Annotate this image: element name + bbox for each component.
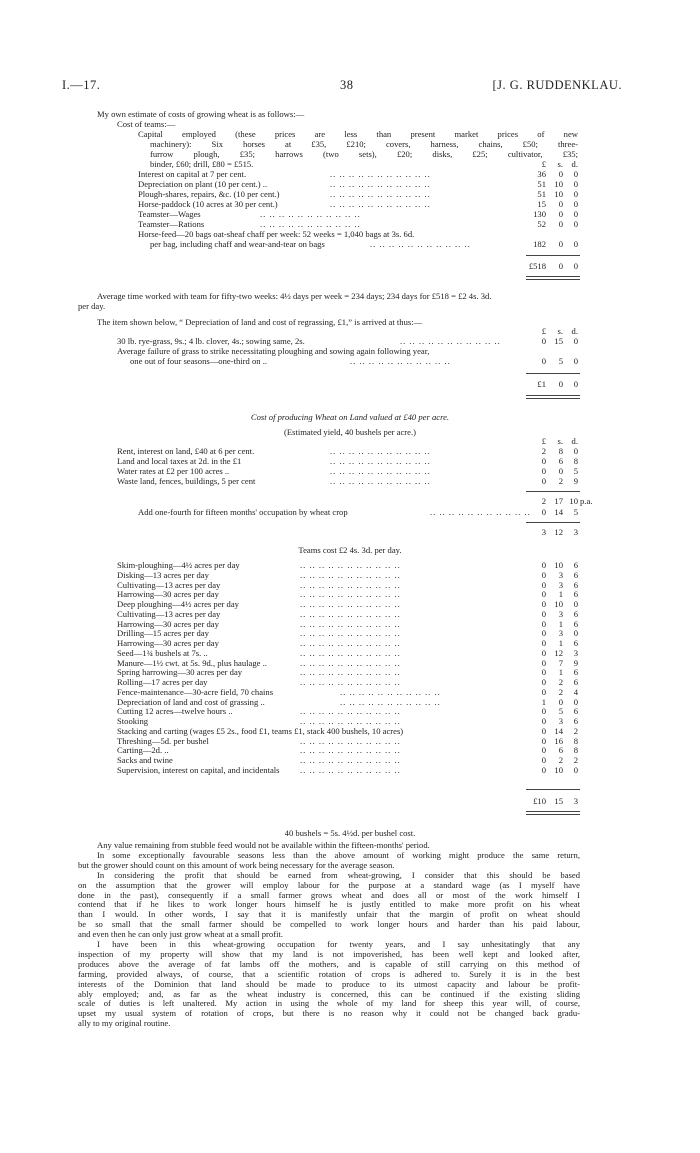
bushel-cost-line: 40 bushels = 5s. 4½d. per bushel cost.: [284, 828, 416, 838]
amount-shillings: 0: [558, 239, 563, 249]
amount-shillings: 0: [558, 466, 563, 476]
operation-label: Sacks and twine: [117, 755, 173, 765]
dot-leader: .. .. .. .. .. .. .. .. .. .. ..: [300, 745, 401, 756]
horse-feed-line: per bag, including chaff and wear-and-tear on bags: [150, 239, 325, 249]
amount-pence: 0: [573, 336, 578, 346]
total-rule: [526, 276, 580, 280]
operation-label: Threshing—5d. per bushel: [117, 735, 209, 746]
dot-leader: .. .. .. .. .. .. .. .. .. .. ..: [300, 764, 401, 775]
amount-pence: 0: [573, 239, 578, 249]
amount-shillings: s.: [557, 326, 563, 336]
teams-total: [0, 262, 700, 272]
amount-pounds: 2: [541, 496, 546, 506]
amount-pounds: 0: [541, 638, 546, 648]
dot-leader: .. .. .. .. .. .. .. .. .. .. ..: [330, 179, 431, 189]
regrass-label: one out of four seasons—one-third on ..: [130, 356, 267, 366]
amount-pence: 0: [573, 189, 578, 199]
operation-label: Deep ploughing—4½ acres per day: [117, 599, 239, 609]
amount-pence: 0: [573, 379, 578, 389]
operation-label: Stooking: [117, 716, 149, 726]
operation-label: Supervision, interest on capital, and incidentals: [117, 764, 280, 775]
amount-pounds: £518: [528, 261, 546, 271]
dot-leader: .. .. .. .. .. .. .. .. .. .. ..: [300, 608, 401, 619]
amount-shillings: 8: [558, 446, 563, 456]
dot-leader: .. .. .. .. .. .. .. .. .. .. ..: [300, 579, 401, 590]
avg-time-line: per day.: [78, 301, 106, 311]
dot-leader: .. .. .. .. .. .. .. .. .. .. ..: [300, 735, 401, 746]
dot-leader: .. .. .. .. .. .. .. .. .. .. ..: [350, 356, 451, 366]
amount-shillings: s.: [557, 436, 563, 446]
operation-label: Fence-maintenance—30-acre field, 70 chains: [117, 686, 274, 697]
amount-pence: 0: [573, 764, 578, 775]
dot-leader: .. .. .. .. .. .. .. .. .. .. ..: [300, 755, 401, 765]
amount-pounds: 0: [541, 579, 546, 590]
amount-shillings: 0: [558, 199, 563, 209]
amount-shillings: 0: [558, 261, 563, 271]
subheading-cost-of-teams: Cost of teams:—: [117, 119, 176, 129]
amount-pounds: 0: [541, 476, 546, 486]
amount-shillings: 6: [558, 745, 563, 756]
amount-pounds: 3: [541, 527, 546, 537]
amount-pence: 6: [573, 569, 578, 580]
amount-pounds: 1: [541, 696, 546, 707]
paragraph-line: interests of the Dominion that land should be made to produce to its utmost capacity and labour be profit-: [78, 978, 580, 989]
paragraph-line: In some exceptionally favourable seasons less than the above amount of working might produce the same return,: [97, 849, 580, 860]
dot-leader: .. .. .. .. .. .. .. .. .. .. ..: [300, 647, 401, 658]
land-item-label: Water rates at £2 per 100 acres ..: [117, 466, 230, 476]
amount-pounds: 0: [541, 764, 546, 775]
paragraph-line: ally to my original routine.: [78, 1018, 171, 1029]
operation-label: Harrowing—30 acres per day: [117, 638, 219, 648]
amount-shillings: 3: [558, 608, 563, 619]
section-title: Cost of producing Wheat on Land valued at £40 per acre.: [250, 412, 450, 422]
land-item-label: Waste land, fences, buildings, 5 per cent: [117, 476, 256, 486]
amount-pence: 0: [573, 169, 578, 179]
paragraph-line: scale of duties is left unaltered. My action in using the whole of my land for sheep this year will, of course,: [78, 998, 580, 1009]
dot-leader: .. .. .. .. .. .. .. .. .. .. ..: [400, 336, 501, 346]
dot-leader: .. .. .. .. .. .. .. .. .. .. ..: [330, 446, 431, 456]
amount-pence: 0: [573, 219, 578, 229]
paragraph-line: on the assumption that the grower will employ labour for the purpose at a standard wage (as I myself have: [78, 879, 580, 890]
dot-leader: .. .. .. .. .. .. .. .. .. .. ..: [330, 476, 431, 486]
amount-shillings: 10: [554, 599, 563, 609]
amount-shillings: 15: [554, 796, 563, 806]
amount-pounds: 0: [541, 716, 546, 726]
dot-leader: .. .. .. .. .. .. .. .. .. .. ..: [370, 239, 471, 249]
total-rule: [526, 789, 580, 790]
regrass-total: [0, 380, 700, 390]
amount-shillings: 12: [554, 647, 563, 658]
paragraph-line: ably employed; and, as far as the wheat industry is concerned, this can be continued if the existing sliding: [78, 988, 580, 999]
amount-pounds: 0: [541, 336, 546, 346]
operation-label: Cultivating—13 acres per day: [117, 608, 221, 619]
amount-pounds: 0: [541, 686, 546, 697]
operation-label: Cutting 12 acres—twelve hours ..: [117, 706, 233, 717]
amount-shillings: 6: [558, 456, 563, 466]
paragraph-line: but the grower should count on this amount of work being necessary for the average season.: [78, 859, 395, 870]
amount-shillings: 2: [558, 677, 563, 687]
line-item-label: Teamster—Wages: [138, 209, 201, 219]
dot-leader: .. .. .. .. .. .. .. .. .. .. ..: [300, 589, 401, 600]
amount-pounds: 2: [541, 446, 546, 456]
intro-line: My own estimate of costs of growing wheat is as follows:—: [97, 109, 305, 119]
amount-shillings: 12: [554, 527, 563, 537]
amount-pence: 2: [573, 725, 578, 736]
total-rule: [526, 522, 580, 523]
dot-leader: .. .. .. .. .. .. .. .. .. .. ..: [330, 456, 431, 466]
amount-shillings: 2: [558, 755, 563, 765]
amount-pence: 6: [573, 589, 578, 600]
dot-leader: .. .. .. .. .. .. .. .. .. .. ..: [300, 716, 401, 726]
amount-pence: 6: [573, 618, 578, 629]
dot-leader: .. .. .. .. .. .. .. .. .. .. ..: [260, 219, 361, 229]
amount-shillings: 0: [558, 379, 563, 389]
amount-pence: 3: [573, 527, 578, 537]
capital-line: binder, £60; drill, £80 = £515.: [150, 159, 254, 169]
operation-label: Seed—1¾ bushels at 7s. ..: [117, 647, 208, 658]
dot-leader: .. .. .. .. .. .. .. .. .. .. ..: [300, 560, 401, 570]
amount-shillings: 7: [558, 657, 563, 668]
amount-shillings: 1: [558, 618, 563, 629]
horse-feed-line: Horse-feed—20 bags oat-sheaf chaff per week: 52 weeks = 1,040 bags at 3s. 6d.: [138, 229, 415, 239]
amount-pence: 0: [573, 209, 578, 219]
operation-label: Harrowing—30 acres per day: [117, 618, 219, 629]
amount-pence: 3: [573, 796, 578, 806]
amount-shillings: 0: [558, 696, 563, 707]
amount-shillings: 10: [554, 189, 563, 199]
capital-line: Capital employed (these prices are less than present market prices of new: [138, 129, 578, 139]
line-item-label: Depreciation on plant (10 per cent.) ..: [138, 179, 268, 189]
amount-pence: 6: [573, 716, 578, 726]
amount-shillings: 1: [558, 638, 563, 648]
amount-pence: 5: [573, 507, 578, 517]
line-item-label: Horse-paddock (10 acres at 30 per cent.): [138, 199, 278, 209]
amount-pence: 0: [573, 179, 578, 189]
amount-shillings: 2: [558, 476, 563, 486]
paragraph-line: than I would. In other words, I say that it is manifestly unfair that the margin of profit on wheat should: [78, 909, 580, 920]
amount-pence: 9: [573, 657, 578, 668]
amount-shillings: 0: [558, 209, 563, 219]
operations-total: [0, 797, 700, 807]
amount-pence: 0: [573, 199, 578, 209]
amount-pounds: 0: [541, 618, 546, 629]
amount-pounds: £: [541, 326, 546, 336]
total-rule: [526, 255, 580, 256]
one-fourth-label: Add one-fourth for fifteen months' occupation by wheat crop: [138, 507, 348, 517]
amount-shillings: 1: [558, 667, 563, 678]
dot-leader: .. .. .. .. .. .. .. .. .. .. ..: [330, 189, 431, 199]
paragraph-line: be so small that the small farmer should be compelled to work longer hours and harder than his paid labour,: [78, 919, 580, 930]
dot-leader: .. .. .. .. .. .. .. .. .. .. ..: [300, 677, 401, 687]
dot-leader: .. .. .. .. .. .. .. .. .. .. ..: [330, 199, 431, 209]
amount-pounds: 0: [541, 466, 546, 476]
amount-pounds: 0: [541, 706, 546, 717]
amount-pence: 0: [573, 599, 578, 609]
amount-pence: 3: [573, 647, 578, 658]
amount-pence: 6: [573, 579, 578, 590]
operation-label: Skim-ploughing—4½ acres per day: [117, 560, 240, 570]
estimated-yield: (Estimated yield, 40 bushels per acre.): [284, 427, 416, 437]
amount-shillings: 14: [554, 507, 563, 517]
amount-pounds: 0: [541, 569, 546, 580]
paragraph-line: inspection of my property will show that my land is not impoverished, has been well kept and looked after,: [78, 948, 580, 959]
amount-pence: d.: [571, 436, 578, 446]
capital-line: machinery): Six horses at £35, £210; covers, harness, chains, £50; three-: [150, 139, 578, 149]
regrass-label: 30 lb. rye-grass, 9s.; 4 lb. clover, 4s.; sowing same, 2s.: [117, 336, 305, 346]
dot-leader: .. .. .. .. .. .. .. .. .. .. ..: [340, 696, 441, 707]
amount-pounds: 0: [541, 677, 546, 687]
amount-shillings: 14: [554, 725, 563, 736]
operation-label: Spring harrowing—30 acres per day: [117, 667, 243, 678]
amount-pounds: 0: [541, 745, 546, 756]
amount-shillings: 10: [554, 560, 563, 570]
amount-pence: 0: [573, 446, 578, 456]
amount-shillings: 3: [558, 579, 563, 590]
amount-shillings: 16: [554, 735, 563, 746]
line-item-label: Plough-shares, repairs, &c. (10 per cent.): [138, 189, 280, 199]
amount-pounds: 182: [533, 239, 546, 249]
amount-shillings: 10: [554, 179, 563, 189]
avg-time-line: Average time worked with team for fifty-two weeks: 4½ days per week = 234 days; 234 days for £518 = £2 4s. 3d.: [97, 291, 492, 301]
dot-leader: .. .. .. .. .. .. .. .. .. .. ..: [300, 667, 401, 678]
amount-shillings: 0: [558, 169, 563, 179]
paragraph-line: done in the past), consequently if a small farmer grows wheat and does all or most of the work himself I: [78, 889, 580, 900]
total-rule: [526, 395, 580, 399]
amount-pounds: 0: [541, 647, 546, 658]
dot-leader: .. .. .. .. .. .. .. .. .. .. ..: [340, 686, 441, 697]
paragraph-line: In considering the profit that should be earned from wheat-growing, I consider that this should be based: [97, 869, 580, 880]
land-total: [0, 528, 700, 538]
dot-leader: .. .. .. .. .. .. .. .. .. .. ..: [260, 209, 361, 219]
regrass-amount: [0, 357, 700, 367]
amount-pounds: 0: [541, 589, 546, 600]
dot-leader: .. .. .. .. .. .. .. .. .. .. ..: [330, 169, 431, 179]
dot-leader: .. .. .. .. .. .. .. .. .. .. ..: [300, 628, 401, 639]
amount-pence: 6: [573, 677, 578, 687]
paragraph-line: upset my usual system of rotation of crops, but there is no reason why it could not be changed back gradu-: [78, 1008, 580, 1019]
dot-leader: .. .. .. .. .. .. .. .. .. .. ..: [300, 657, 401, 668]
amount-pounds: 0: [541, 599, 546, 609]
land-subtotal: [0, 497, 700, 507]
amount-shillings: 5: [558, 356, 563, 366]
amount-pounds: 0: [541, 356, 546, 366]
paragraph-line: contend that if he likes to work longer hours himself he is justly entitled to make more profit on his wheat: [78, 899, 580, 910]
page-header: [62, 78, 622, 94]
amount-pence: 0: [573, 696, 578, 707]
header-author: [J. G. RUDDENKLAU.: [492, 78, 622, 92]
amount-pence: 9: [573, 476, 578, 486]
amount-shillings: s.: [557, 159, 563, 169]
operation-label: Cultivating—13 acres per day: [117, 579, 221, 590]
amount-pounds: £: [541, 159, 546, 169]
amount-pence: 0: [573, 261, 578, 271]
regrass-label: Average failure of grass to strike necessitating ploughing and sowing again following year,: [117, 346, 430, 356]
amount-pounds: 0: [541, 735, 546, 746]
amount-shillings: 15: [554, 336, 563, 346]
amount-shillings: 5: [558, 706, 563, 717]
operation-label: Disking—13 acres per day: [117, 569, 209, 580]
land-item-amount: [0, 477, 700, 487]
paragraph-line: Any value remaining from stubble feed would not be available within the fifteen-months' period.: [97, 840, 430, 850]
operation-label: Carting—2d. ..: [117, 745, 169, 756]
operation-label: Manure—1½ cwt. at 5s. 9d., plus haulage ..: [117, 657, 267, 668]
amount-shillings: 3: [558, 716, 563, 726]
amount-shillings: 17: [554, 496, 563, 506]
amount-pounds: 51: [537, 179, 546, 189]
amount-pounds: 0: [541, 657, 546, 668]
one-fourth-amount: [0, 508, 700, 518]
amount-pence: 8: [573, 456, 578, 466]
amount-pounds: 0: [541, 725, 546, 736]
amount-pounds: 0: [541, 560, 546, 570]
amount-shillings: 10: [554, 764, 563, 775]
dot-leader: .. .. .. .. .. .. .. .. .. .. ..: [330, 466, 431, 476]
paragraph-line: produces above the average of fat lambs off the mothers, and is capable of still carrying on this method of: [78, 958, 580, 969]
amount-pounds: 130: [533, 209, 546, 219]
amount-pence: 5: [573, 466, 578, 476]
land-item-label: Land and local taxes at 2d. in the £1: [117, 456, 242, 466]
amount-pounds: £1: [537, 379, 546, 389]
amount-pence: 4: [573, 686, 578, 697]
operation-label: Stacking and carting (wages £5 2s., food £1, teams £1, stack 400 bushels, 10 acres): [117, 725, 404, 736]
amount-pounds: 0: [541, 456, 546, 466]
amount-pence: 6: [573, 560, 578, 570]
paragraph-line: and even then he can only just grow wheat at a small profit.: [78, 929, 283, 940]
operation-label: Drilling—15 acres per day: [117, 628, 209, 639]
dot-leader: .. .. .. .. .. .. .. .. .. .. ..: [300, 569, 401, 580]
operation-label: Rolling—17 acres per day: [117, 677, 208, 687]
total-rule: [526, 491, 580, 492]
operation-label: Harrowing—30 acres per day: [117, 589, 219, 600]
operation-label: Depreciation of land and cost of grassing ..: [117, 696, 265, 707]
page-number: 38: [340, 78, 354, 92]
amount-pence: 0: [573, 356, 578, 366]
item-shown-line: The item shown below, “ Depreciation of land and cost of regrassing, £1,” is arrived at thus:—: [97, 317, 423, 327]
paragraph-line: I have been in this wheat-growing occupation for twenty years, and I say unhesitatingly that any: [97, 939, 580, 949]
line-item-label: Teamster—Rations: [138, 219, 205, 229]
total-rule: [526, 811, 580, 815]
amount-pence: 6: [573, 667, 578, 678]
amount-pounds: 51: [537, 189, 546, 199]
header-ref: I.—17.: [62, 78, 101, 92]
horse-feed-amount: [0, 240, 700, 250]
amount-shillings: 3: [558, 628, 563, 639]
amount-pence: 2: [573, 755, 578, 765]
dot-leader: .. .. .. .. .. .. .. .. .. .. ..: [300, 638, 401, 648]
amount-pounds: 36: [537, 169, 546, 179]
amount-pounds: £: [541, 436, 546, 446]
dot-leader: .. .. .. .. .. .. .. .. .. .. ..: [300, 706, 401, 717]
operation-amount: [0, 766, 700, 776]
amount-pounds: 0: [541, 667, 546, 678]
dot-leader: .. .. .. .. .. .. .. .. .. .. ..: [300, 618, 401, 629]
amount-pounds: 0: [541, 507, 546, 517]
dot-leader: .. .. .. .. .. .. .. .. .. .. ..: [300, 599, 401, 609]
amount-pence: d.: [571, 159, 578, 169]
amount-pounds: £10: [533, 796, 546, 806]
teams-cost-heading: Teams cost £2 4s. 3d. per day.: [298, 545, 402, 555]
amount-pounds: 0: [541, 628, 546, 639]
amount-shillings: 2: [558, 686, 563, 697]
land-item-label: Rent, interest on land, £40 at 6 per cent.: [117, 446, 255, 456]
amount-pounds: 52: [537, 219, 546, 229]
total-rule: [526, 373, 580, 374]
amount-pence: 0: [573, 628, 578, 639]
line-item-label: Interest on capital at 7 per cent.: [138, 169, 247, 179]
amount-shillings: 0: [558, 219, 563, 229]
capital-line: furrow plough, £35; harrows (two sets), £20; disks, £25; cultivator, £35;: [150, 149, 578, 159]
amount-pounds: 0: [541, 608, 546, 619]
amount-pence: 8: [573, 745, 578, 756]
amount-pence: 6: [573, 706, 578, 717]
amount-shillings: 1: [558, 589, 563, 600]
amount-pence: d.: [571, 326, 578, 336]
dot-leader: .. .. .. .. .. .. .. .. .. .. ..: [430, 507, 531, 517]
amount-pence: 10: [569, 496, 578, 506]
amount-pounds: 0: [541, 755, 546, 765]
amount-pounds: 15: [537, 199, 546, 209]
paragraph-line: farming, provided always, of course, that a scientific rotation of crops is adhered to. Surely it is in the best: [78, 968, 580, 979]
currency-header: [0, 327, 700, 337]
per-annum-note: p.a.: [580, 496, 593, 506]
amount-pence: 6: [573, 608, 578, 619]
amount-shillings: 3: [558, 569, 563, 580]
amount-pence: 8: [573, 735, 578, 746]
amount-pence: 6: [573, 638, 578, 648]
